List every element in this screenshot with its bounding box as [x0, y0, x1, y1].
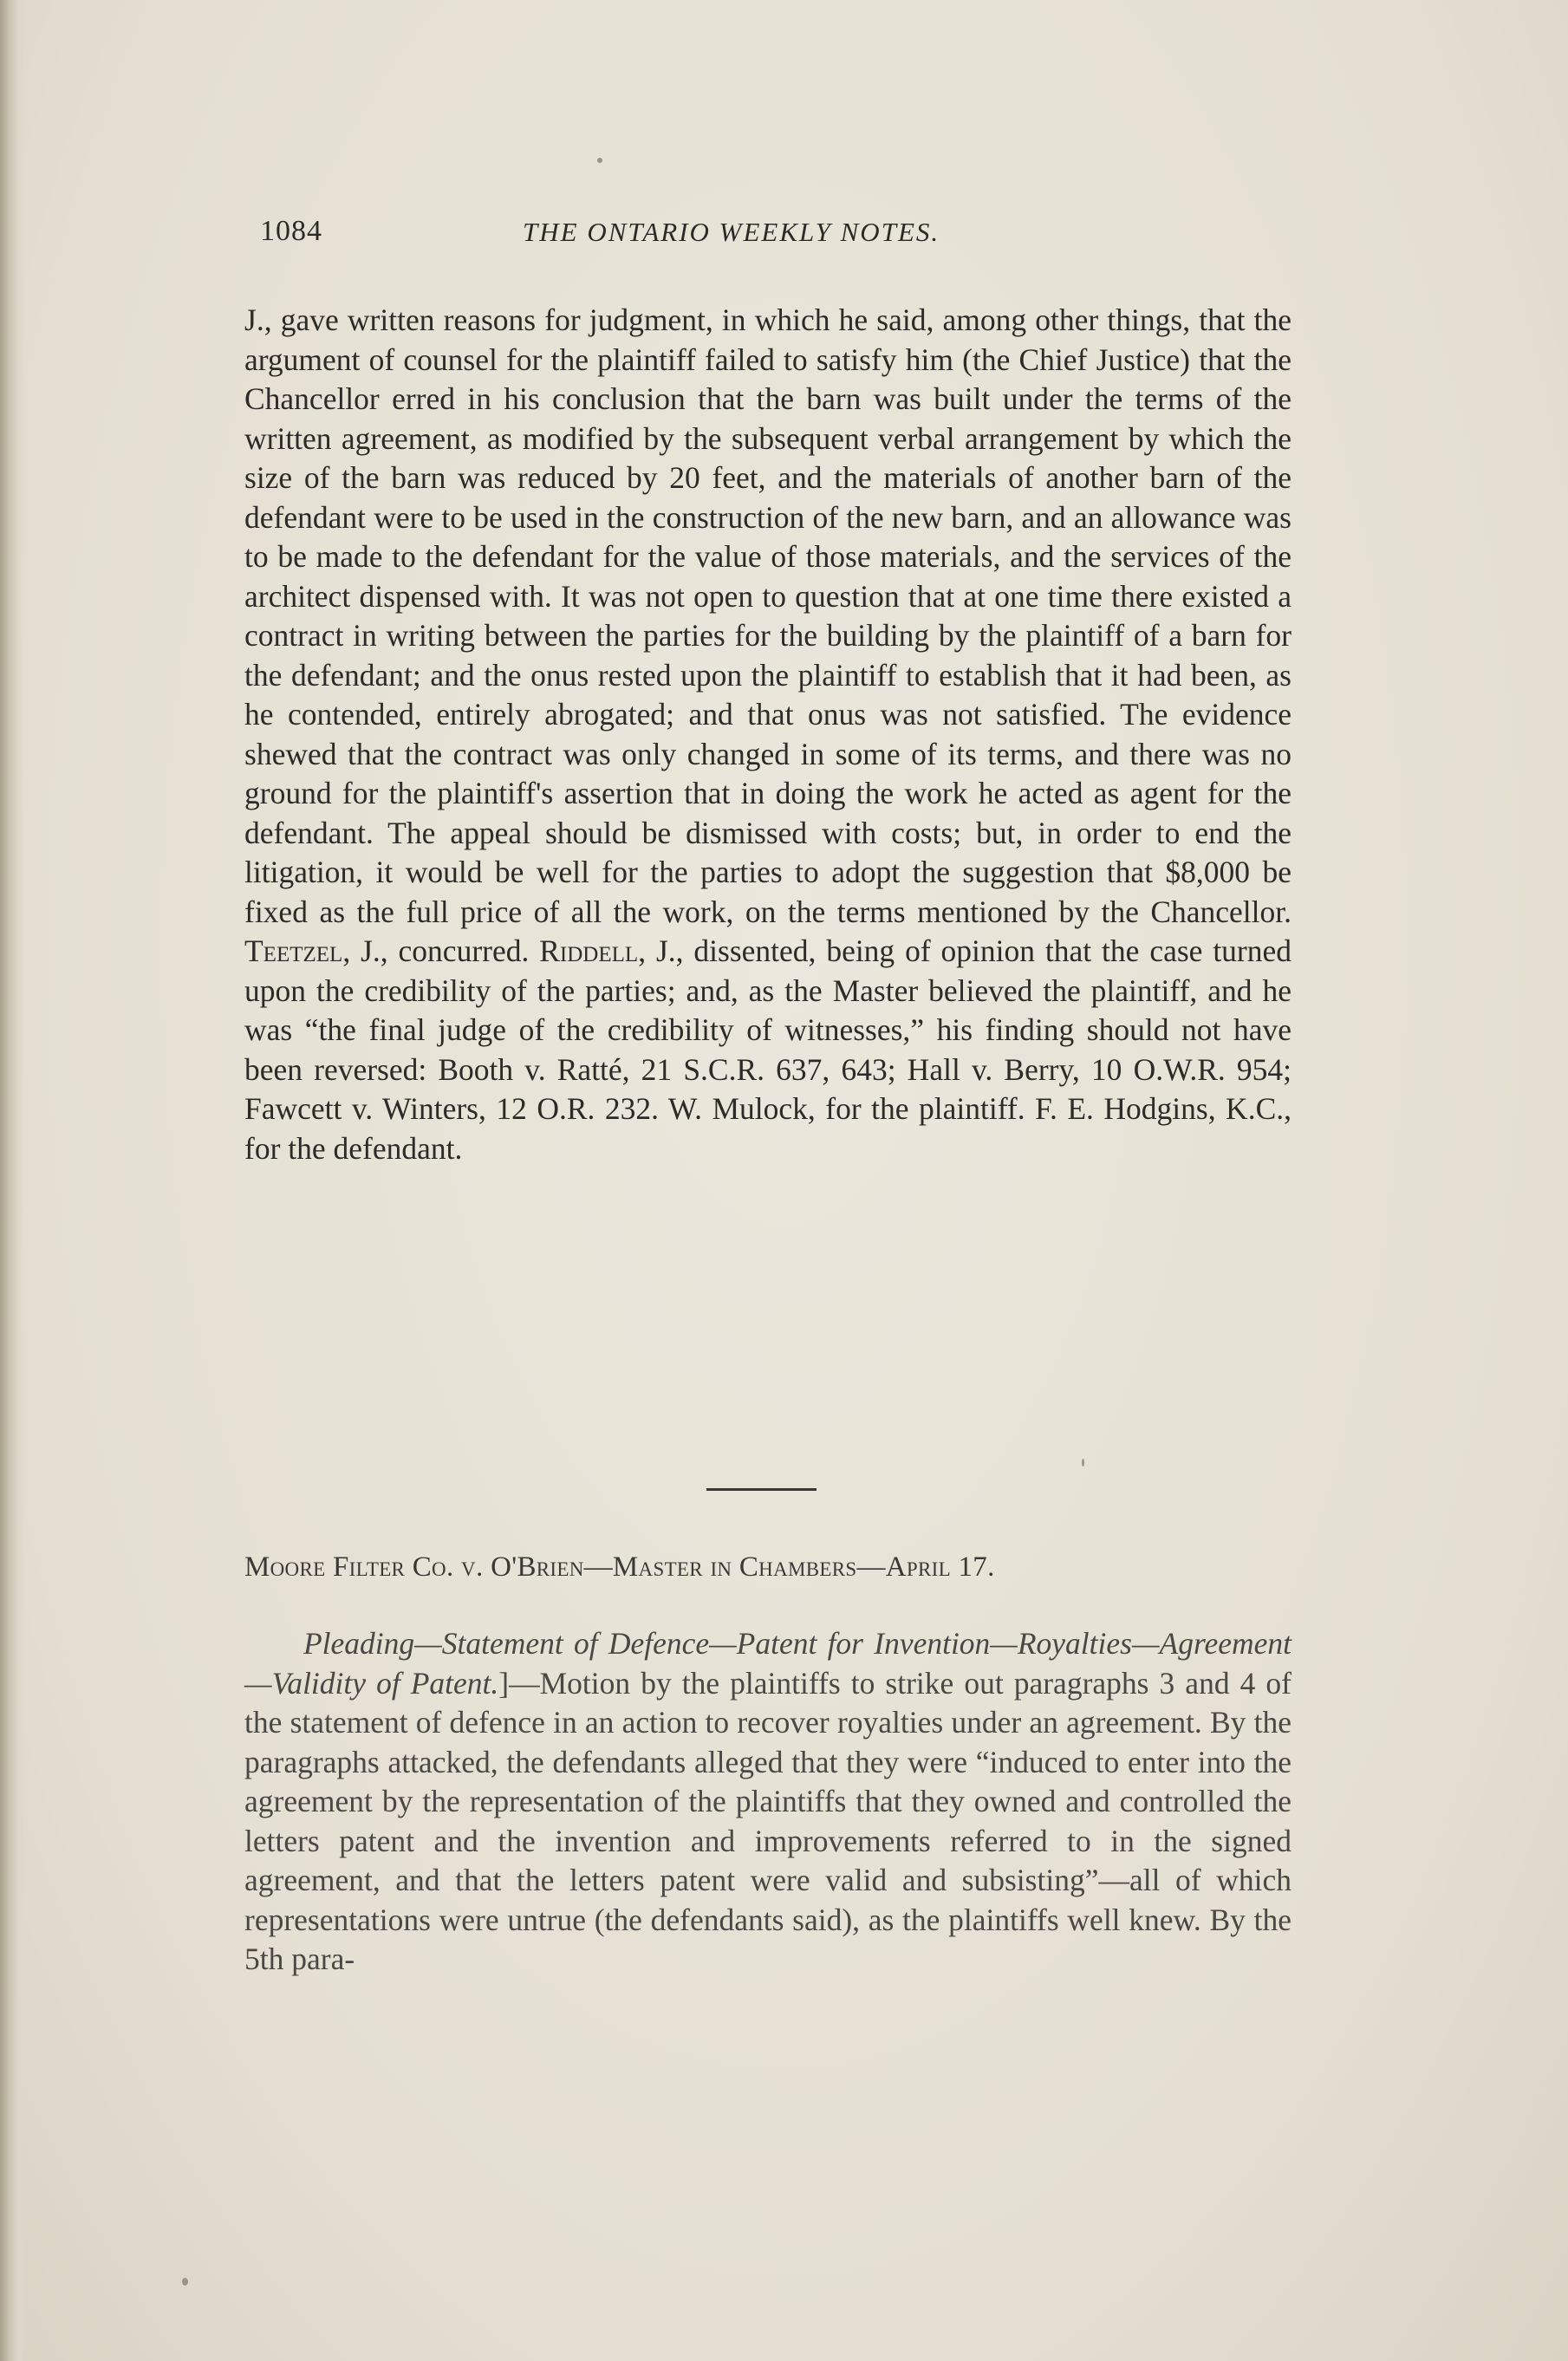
paper-speck: [597, 158, 602, 163]
judgment-text: J., gave written reasons for judgment, in which he said, among other things, that the argument of counsel for the plaintiff failed to satisfy him (the Chief Justice) that the Chancellor erred in his conclusion that the barn was built under the terms of the written agreement, as modified by the subsequent verbal arrangement by which the size of the barn was reduced by 20 feet, and the materials of another barn of the defendant were to be used in the construction of the new barn, and an allowance was to be made to the defendant for the value of those materials, and the services of the architect dispensed with. It was not open to question that at one time there existed a contract in writing between the parties for the building by the plaintiff of a barn for the defendant; and the onus rested upon the plaintiff to establish that it had been, as he contended, entirely abrogated; and that onus was not satisfied. The evidence shewed that the contract was only changed in some of its terms, and there was no ground for the plaintiff's assertion that in doing the work he acted as agent for the defendant. The appeal should be dismissed with costs; but, in order to end the litigation, it would be well for the parties to adopt the suggestion that $8,000 be fixed as the full price of all the work, on the terms mentioned by the Chancellor.: [244, 302, 1291, 929]
headnote-keywords: Pleading—Statement of Defence—Patent for Invention—Royalties—Agreement—Validity of Patent.: [244, 1626, 1291, 1701]
judge-name-riddell: Riddell: [539, 933, 639, 968]
page-number: 1084: [260, 215, 322, 247]
dissent-text: , J., dissented, being of opinion that the case turned upon the credibility of the parties; and, as the Master believed the plaintiff, and he was “the final judge of the credibility of witnesses,” his finding should not have been reversed: Booth v. Ratté, 21 S.C.R. 637, 643; Hall v. Berry, 10 O.W.R. 954; Fawcett v. Winters, 12 O.R. 232. W. Mulock, for the plaintiff. F. E. Hodgins, K.C., for the defendant.: [244, 933, 1292, 1166]
section-divider: [706, 1488, 817, 1491]
concurred-text: , J., concurred.: [342, 933, 530, 968]
case-heading: Moore Filter Co. v. O'Brien—Master in Chambers—April 17.: [244, 1551, 995, 1583]
journal-title: THE ONTARIO WEEKLY NOTES.: [523, 217, 940, 247]
paper-speck: [1082, 1459, 1084, 1467]
page-binding-edge: [0, 0, 26, 2361]
judgment-paragraph: [244, 301, 1291, 1168]
second-case-text: [244, 1624, 1291, 1980]
judge-name-teetzel: Teetzel: [244, 933, 343, 968]
headnote-body: ]—Motion by the plaintiffs to strike out paragraphs 3 and 4 of the statement of defence in an action to recover royalties under an agreement. By the paragraphs attacked, the defendants alleged that they were “induced to enter into the agreement by the representation of the plaintiffs that they owned and controlled the letters patent and the invention and improvements referred to in the signed agreement, and that the letters patent were valid and subsisting”—all of which representations were untrue (the defendants said), as the plaintiffs well knew. By the 5th para-: [244, 1665, 1291, 1976]
first-case-text: [244, 301, 1291, 1168]
paper-speck: [182, 2278, 188, 2286]
headnote-paragraph: [244, 1624, 1291, 1980]
running-head: [0, 215, 1568, 258]
